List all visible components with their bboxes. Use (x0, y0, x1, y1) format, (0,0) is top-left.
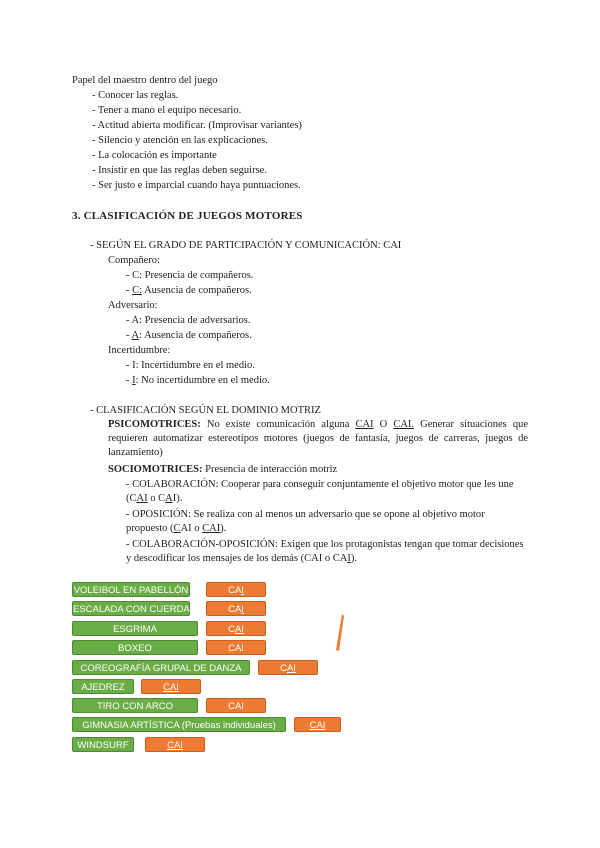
teacher-role-item: - Conocer las reglas. (92, 90, 179, 101)
sport-box: WINDSURF (72, 737, 134, 752)
sport-box: BOXEO (72, 640, 198, 655)
teacher-role-title: Papel del maestro dentro del juego (72, 75, 218, 86)
psicomotrices-paragraph: PSICOMOTRICES: No existe comunicación alguna CAI O CAI. Generar situaciones que requieren automatizar estereotipos motores (juegos de fantasía, juegos de carreras, juegos de lanzamiento) (108, 419, 528, 458)
incertidumbre-ibar: - I: No incertidumbre en el medio. (126, 375, 270, 386)
answer-box: CAI (294, 717, 341, 732)
teacher-role-item: - Silencio y atención en las explicaciones. (92, 135, 268, 146)
oposicion-item: - OPOSICIÓN: Se realiza con al menos un adversario que se opone al objetivo motor propuesto (CAI o CAI). (126, 509, 485, 534)
participation-title: - SEGÚN EL GRADO DE PARTICIPACIÓN Y COMUNICACIÓN: CAI (90, 240, 402, 251)
answer-box: CAI (206, 640, 266, 655)
answer-box: CAI (145, 737, 205, 752)
colaboracion-oposicion-item: - COLABORACIÓN-OPOSICIÓN: Exigen que los protagonistas tengan que tomar decisiones y descodificar los mensajes de los demás (CAI o CAI). (126, 539, 524, 564)
sport-box: ESGRIMA (72, 621, 198, 636)
sport-box: ESCALADA CON CUERDA (72, 601, 190, 616)
teacher-role-item: - Tener a mano el equipo necesario. (92, 105, 242, 116)
companero-cbar: - C: Ausencia de compañeros. (126, 285, 252, 296)
adversario-abar: - A: Ausencia de compañeros. (126, 330, 252, 341)
sport-box: VOLEIBOL EN PABELLÓN (72, 582, 190, 597)
answer-box: CAI (206, 582, 266, 597)
sociomotrices-line: SOCIOMOTRICES: Presencia de interacción motriz (108, 464, 338, 475)
sport-box: TIRO CON ARCO (72, 698, 198, 713)
teacher-role-item: - Ser justo e imparcial cuando haya puntuaciones. (92, 180, 301, 191)
teacher-role-item: - Insistir en que las reglas deben seguirse. (92, 165, 267, 176)
companero-label: Compañero: (108, 255, 160, 266)
motor-title: - CLASIFICACIÓN SEGÚN EL DOMINIO MOTRIZ (90, 405, 321, 416)
teacher-role-item: - La colocación es importante (92, 150, 217, 161)
answer-box: CAI (206, 601, 266, 616)
answer-box: CAI (206, 698, 266, 713)
adversario-label: Adversario: (108, 300, 158, 311)
answer-box: CAI (206, 621, 266, 636)
companero-c: - C: Presencia de compañeros. (126, 270, 254, 281)
answer-box: CAI (258, 660, 318, 675)
section-heading: 3. CLASIFICACIÓN DE JUEGOS MOTORES (72, 210, 303, 222)
colaboracion-item: - COLABORACIÓN: Cooperar para conseguir conjuntamente el objetivo motor que les une (CAI o CAI). (126, 479, 514, 504)
sport-box: AJEDREZ (72, 679, 134, 694)
orange-stroke-mark (333, 614, 345, 652)
incertidumbre-label: Incertidumbre: (108, 345, 171, 356)
teacher-role-item: - Actitud abierta modificar. (Improvisar variantes) (92, 120, 302, 131)
sport-box: GIMNASIA ARTÍSTICA (Pruebas individuales) (72, 717, 286, 732)
sport-box: COREOGRAFÍA GRUPAL DE DANZA (72, 660, 250, 675)
adversario-a: - A: Presencia de adversarios. (126, 315, 251, 326)
incertidumbre-i: - I: Incertidumbre en el medio. (126, 360, 255, 371)
answer-box: CAI (141, 679, 201, 694)
